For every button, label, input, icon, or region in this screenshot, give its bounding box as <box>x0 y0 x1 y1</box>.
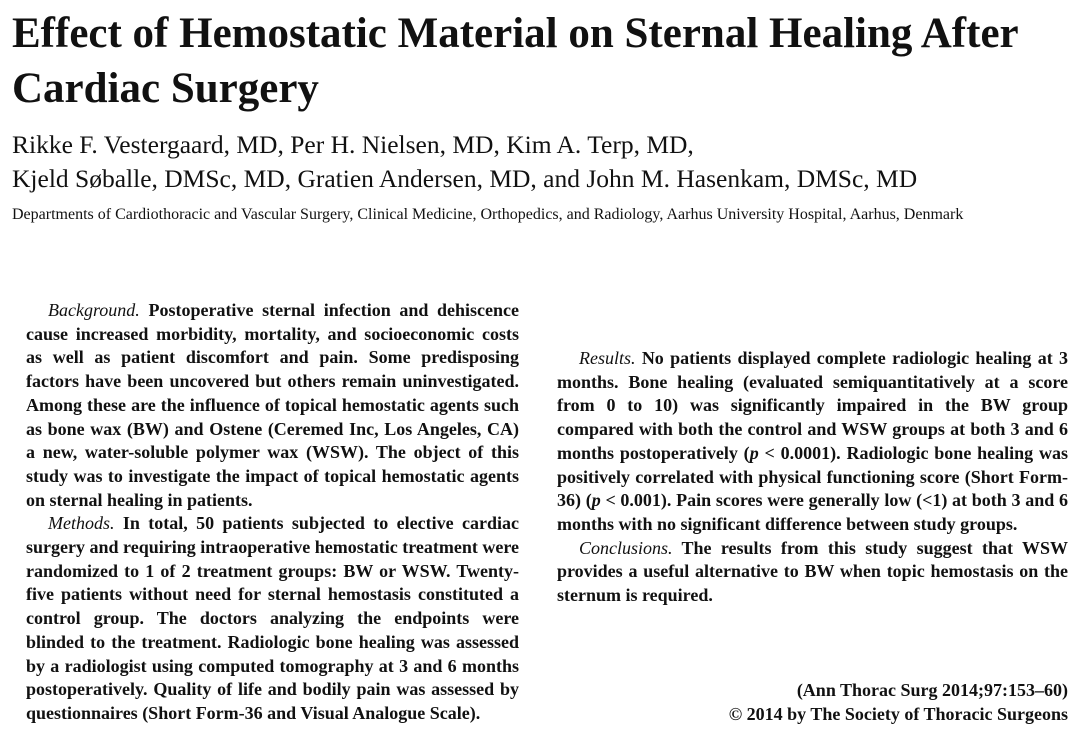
citation-block <box>548 678 1068 726</box>
background-text: Postoperative sternal infection and dehiscence cause increased morbidity, mortality, and socioeconomic costs as well as patient discomfort and pain. Some predisposing factors have been uncovered but others remain uninvestigated. Among these are the influence of topical hemostatic agents such as bone wax (BW) and Ostene (Ceremed Inc, Los Angeles, CA) a new, water-soluble polymer wax (WSW). The object of this study was to investigate the impact of topical hemostatic agents on sternal healing in patients. <box>26 300 519 510</box>
author-list <box>12 128 1078 196</box>
journal-citation: (Ann Thorac Surg 2014;97:153–60) <box>796 680 1068 700</box>
p-value-symbol-2: p <box>591 490 601 511</box>
methods-label: Methods. <box>48 513 115 534</box>
abstract-column-left <box>26 299 519 726</box>
article-title: Effect of Hemostatic Material on Sternal Healing After Cardiac Surgery <box>12 10 1018 112</box>
results-label: Results. <box>579 348 636 368</box>
p-value-symbol-1: p <box>749 442 759 463</box>
results-text-2: < 0.0001). Radiologic bone healing was positively correlated with physical functioning score (Short Form-36) ( <box>557 442 1069 511</box>
abstract-column-right <box>557 299 1068 608</box>
copyright-notice: © 2014 by The Society of Thoracic Surgeons <box>728 704 1068 724</box>
results-text-3: < 0.001). Pain scores were generally low (<1) at both 3 and 6 months with no significant difference between study groups. <box>557 490 1068 534</box>
abstract-background <box>26 299 519 512</box>
background-label: Background. <box>48 300 140 320</box>
results-text-1: No patients displayed complete radiologic healing at 3 months. Bone healing (evaluated semiquantitatively at a score from 0 to 10) was significantly impaired in the BW group compared with both the control and WSW groups at both 3 and 6 months postoperatively ( <box>557 348 1068 463</box>
author-line-1: Rikke F. Vestergaard, MD, Per H. Nielsen, MD, Kim A. Terp, MD, <box>12 130 694 159</box>
abstract-results <box>557 347 1068 537</box>
abstract-methods <box>26 512 519 725</box>
conclusions-text: The results from this study suggest that WSW provides a useful alternative to BW when topic hemostasis on the sternum is required. <box>557 537 1068 606</box>
affiliation: Departments of Cardiothoracic and Vascular Surgery, Clinical Medicine, Orthopedics, and Radiology, Aarhus University Hospital, Aarhus, Denmark <box>12 206 964 223</box>
conclusions-label: Conclusions. <box>579 537 673 558</box>
methods-text: In total, 50 patients subjected to elective cardiac surgery and requiring intraoperative hemostatic treatment were randomized to 1 of 2 treatment groups: BW or WSW. Twenty-five patients without need for sternal hemostasis constituted a control group. The doctors analyzing the endpoints were blinded to the treatment. Radiologic bone healing was assessed by a radiologist using computed tomography at 3 and 6 months postoperatively. Quality of life and bodily pain was assessed by questionnaires (Short Form-36 and Visual Analogue Scale). <box>26 513 519 723</box>
author-line-2: Kjeld Søballe, DMSc, MD, Gratien Andersen, MD, and John M. Hasenkam, DMSc, MD <box>12 164 918 193</box>
abstract-conclusions <box>557 537 1068 608</box>
